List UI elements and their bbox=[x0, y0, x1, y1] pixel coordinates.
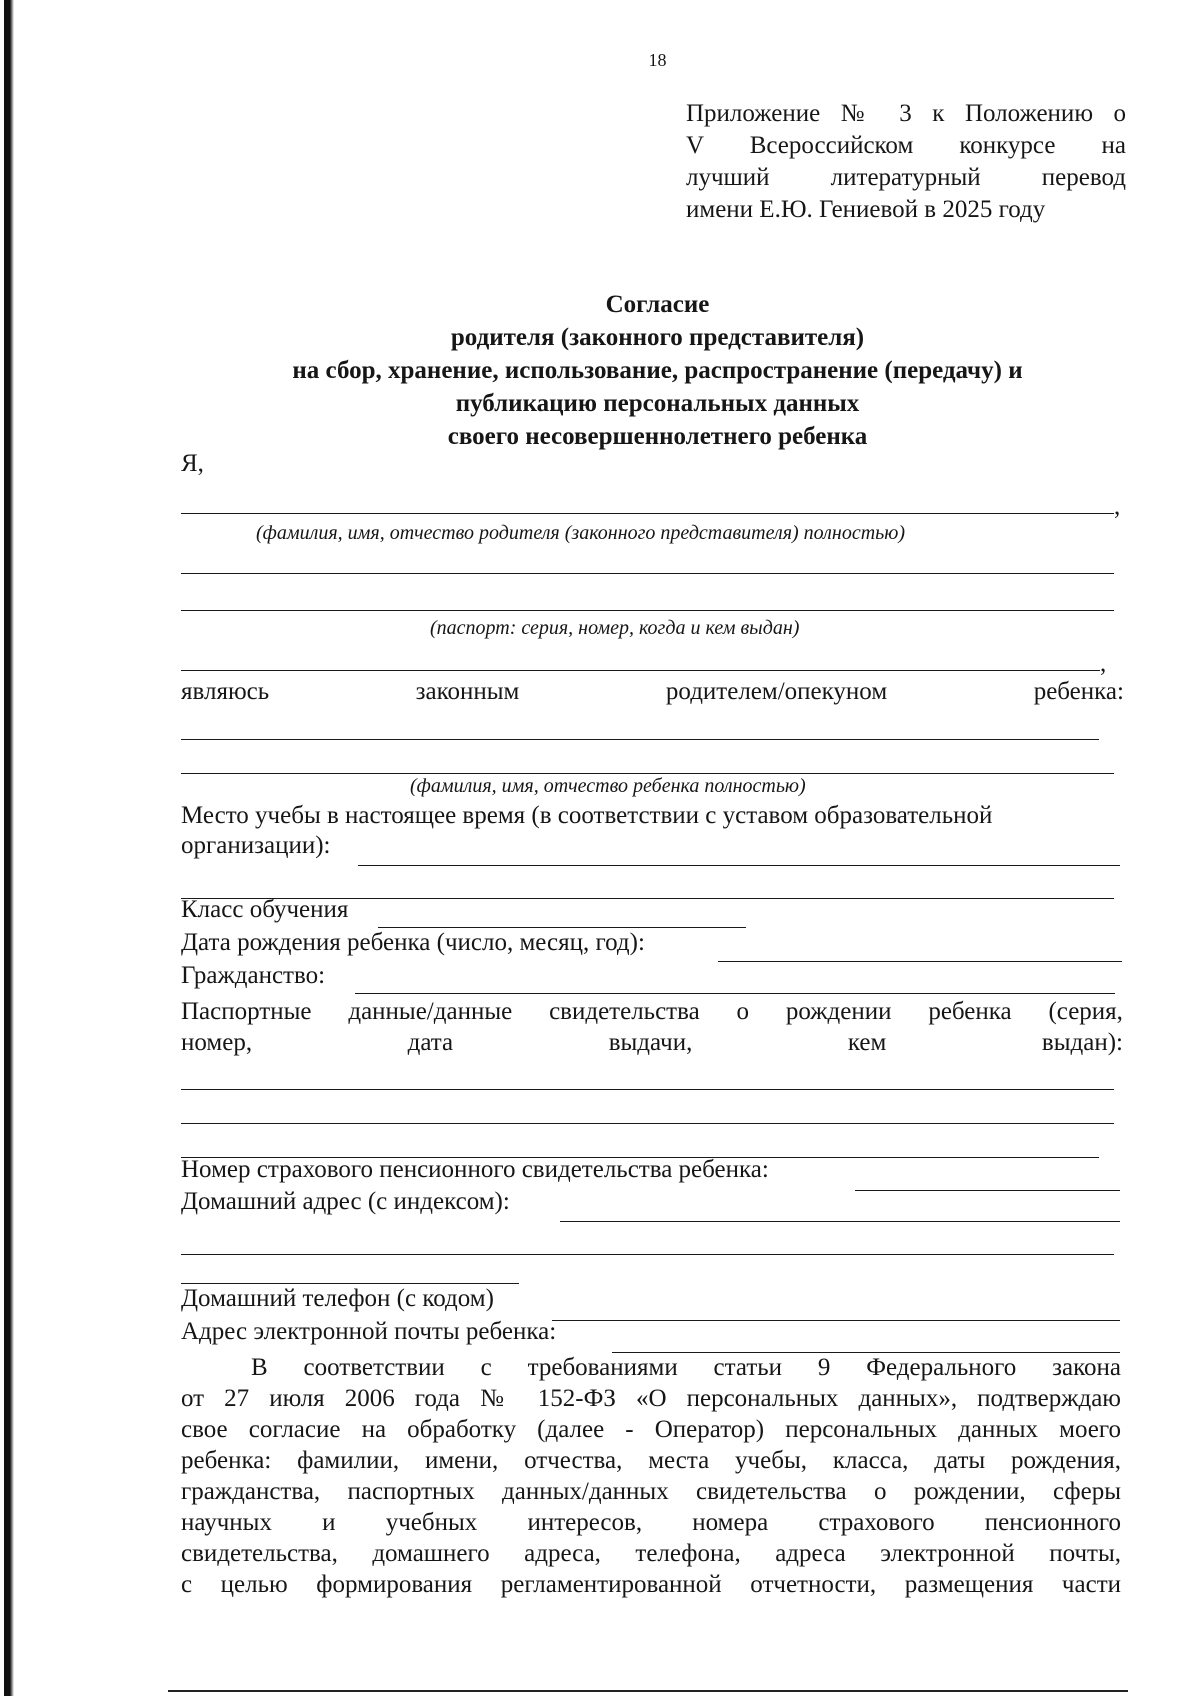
consent-line: ребенка: фамилии, имени, отчества, места учебы, класса, даты рождения, bbox=[181, 1447, 1121, 1474]
address-line-2[interactable] bbox=[181, 1254, 1114, 1255]
title-line: Согласие bbox=[605, 291, 710, 318]
documents-word: данные/данные bbox=[348, 998, 513, 1025]
documents-word: дата bbox=[407, 1029, 454, 1056]
comma-mark: , bbox=[1114, 493, 1121, 520]
guardian-row bbox=[181, 678, 1124, 706]
documents-word: выдан): bbox=[1041, 1029, 1123, 1056]
caption-parent-name: (фамилия, имя, отчество родителя (законного представителя) полностью) bbox=[256, 522, 906, 544]
appendix-note bbox=[686, 98, 1126, 226]
consent-line: научных и учебных интересов, номера страхового пенсионного bbox=[181, 1509, 1121, 1536]
study-place-label: Место учебы в настоящее время (в соответствии с уставом образовательной bbox=[181, 802, 993, 829]
title-line: на сбор, хранение, использование, распространение (передачу) и bbox=[292, 357, 1023, 384]
guardian-word: законным bbox=[415, 678, 520, 705]
consent-line: с целью формирования регламентированной отчетности, размещения части bbox=[181, 1571, 1121, 1598]
documents-row-2 bbox=[181, 1029, 1123, 1057]
birth-date-label: Дата рождения ребенка (число, месяц, год): bbox=[181, 929, 645, 956]
consent-paragraph bbox=[181, 1352, 1121, 1600]
address-label: Домашний адрес (с индексом): bbox=[181, 1188, 510, 1215]
scan-edge-left bbox=[4, 0, 14, 1696]
documents-line-2[interactable] bbox=[181, 1123, 1114, 1124]
title-line: своего несовершеннолетнего ребенка bbox=[447, 423, 868, 450]
passport-line-2[interactable] bbox=[181, 610, 1114, 611]
documents-word: (серия, bbox=[1048, 998, 1123, 1025]
ya-label: Я, bbox=[181, 450, 204, 477]
consent-line: свидетельства, домашнего адреса, телефона, адреса электронной почты, bbox=[181, 1540, 1121, 1567]
child-name-line-2[interactable] bbox=[181, 773, 1114, 774]
parent-name-line[interactable] bbox=[181, 513, 1114, 514]
guardian-word: ребенка: bbox=[1033, 678, 1124, 705]
documents-word: номер, bbox=[181, 1029, 253, 1056]
documents-word: свидетельства bbox=[549, 998, 700, 1025]
child-name-line-1[interactable] bbox=[181, 739, 1099, 740]
class-label: Класс обучения bbox=[181, 896, 349, 923]
comma-mark: , bbox=[1100, 650, 1107, 677]
guardian-word: родителем/опекуном bbox=[665, 678, 888, 705]
appendix-line: V Всероссийском конкурсе на bbox=[686, 132, 1126, 159]
appendix-line: Приложение № 3 к Положению о bbox=[686, 100, 1126, 127]
caption-child-name: (фамилия, имя, отчество ребенка полностью) bbox=[410, 775, 806, 797]
email-label: Адрес электронной почты ребенка: bbox=[181, 1318, 557, 1345]
caption-passport: (паспорт: серия, номер, когда и кем выдан) bbox=[430, 617, 800, 639]
documents-word: выдачи, bbox=[608, 1029, 693, 1056]
insurance-label: Номер страхового пенсионного свидетельства ребенка: bbox=[181, 1156, 769, 1183]
guardian-word: являюсь bbox=[181, 678, 270, 705]
address-line-3[interactable] bbox=[181, 1283, 519, 1284]
study-place-line[interactable] bbox=[358, 865, 1120, 866]
documents-row-1 bbox=[181, 998, 1123, 1026]
appendix-line: лучший литературный перевод bbox=[686, 164, 1126, 191]
title-line: публикацию персональных данных bbox=[455, 390, 860, 417]
consent-line: гражданства, паспортных данных/данных свидетельства о рождении, сферы bbox=[181, 1478, 1121, 1505]
citizenship-input-line[interactable] bbox=[355, 993, 1115, 994]
scan-edge-bottom bbox=[168, 1690, 1128, 1692]
phone-label: Домашний телефон (с кодом) bbox=[181, 1285, 494, 1312]
consent-line: В соответствии с требованиями статьи 9 Федерального закона bbox=[251, 1354, 1121, 1381]
citizenship-label: Гражданство: bbox=[181, 962, 326, 989]
document-title bbox=[0, 288, 1200, 453]
page-number: 18 bbox=[648, 50, 667, 70]
title-line: родителя (законного представителя) bbox=[450, 324, 865, 351]
phone-input-line[interactable] bbox=[552, 1320, 1120, 1321]
address-input-line[interactable] bbox=[560, 1221, 1120, 1222]
study-org-label: организации): bbox=[181, 832, 331, 859]
insurance-input-line[interactable] bbox=[855, 1190, 1120, 1191]
birth-date-input-line[interactable] bbox=[718, 961, 1122, 962]
class-input-line[interactable] bbox=[378, 927, 746, 928]
documents-line-1[interactable] bbox=[181, 1089, 1114, 1090]
documents-word: рождении bbox=[785, 998, 892, 1025]
passport-line-3[interactable] bbox=[181, 670, 1100, 671]
passport-line-1[interactable] bbox=[181, 573, 1114, 574]
documents-word: о bbox=[736, 998, 750, 1025]
consent-line: от 27 июля 2006 года № 152-ФЗ «О персональных данных», подтверждаю bbox=[181, 1385, 1121, 1412]
documents-word: ребенка bbox=[928, 998, 1012, 1025]
documents-word: кем bbox=[847, 1029, 887, 1056]
documents-word: Паспортные bbox=[181, 998, 312, 1025]
appendix-line: имени Е.Ю. Гениевой в 2025 году bbox=[686, 196, 1046, 223]
consent-line: свое согласие на обработку (далее - Оператор) персональных данных моего bbox=[181, 1416, 1121, 1443]
